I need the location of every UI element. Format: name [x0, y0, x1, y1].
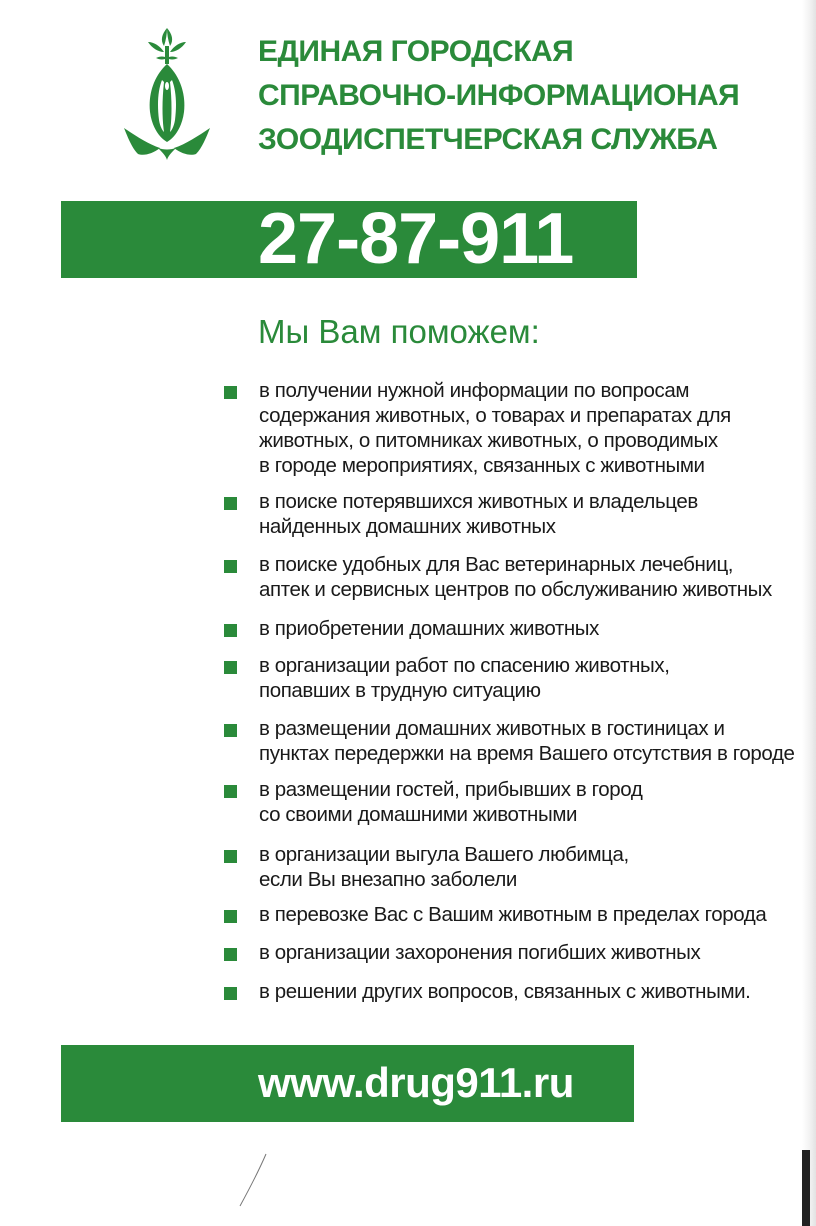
scan-edge [802, 0, 816, 1226]
website-link[interactable]: www.drug911.ru [258, 1059, 574, 1106]
list-item-text [259, 489, 698, 539]
list-item-text [259, 616, 599, 641]
list-item-line: в решении других вопросов, связанных с животными. [259, 980, 751, 1003]
list-item-line: в организации выгула Вашего любимца, [259, 843, 629, 866]
organization-title-line: ЗООДИСПЕТЧЕРСКАЯ СЛУЖБА [258, 123, 718, 156]
list-item-text [259, 979, 750, 1004]
bullet-square-icon [224, 987, 237, 1000]
list-item-line: в размещении гостей, прибывших в город [259, 778, 643, 801]
list-item-text [259, 653, 670, 703]
bullet-square-icon [224, 497, 237, 510]
pen-mark [230, 1150, 270, 1210]
list-item-line: в перевозке Вас с Вашим животным в пределах города [259, 903, 767, 926]
bullet-square-icon [224, 661, 237, 674]
help-heading: Мы Вам поможем: [258, 313, 540, 350]
list-item-line: в организации захоронения погибших животных [259, 941, 701, 964]
bullet-square-icon [224, 724, 237, 737]
list-item-text [259, 378, 731, 478]
list-item-line: аптек и сервисных центров по обслуживанию животных [259, 578, 772, 601]
list-item-line: пунктах передержки на время Вашего отсутствия в городе [259, 742, 795, 765]
organization-title-line: ЕДИНАЯ ГОРОДСКАЯ [258, 35, 574, 68]
list-item-line: в поиске удобных для Вас ветеринарных лечебниц, [259, 553, 734, 576]
bullet-square-icon [224, 910, 237, 923]
list-item-line: в получении нужной информации по вопросам [259, 379, 690, 402]
bullet-square-icon [224, 386, 237, 399]
list-item-line: в размещении домашних животных в гостиницах и [259, 717, 725, 740]
organization-title [258, 30, 739, 162]
list-item-line: если Вы внезапно заболели [259, 868, 517, 891]
sprout-hands-logo-icon [118, 24, 216, 162]
list-item-text [259, 716, 795, 766]
list-item-line: животных, о питомниках животных, о проводимых [259, 429, 718, 452]
list-item-line: найденных домашних животных [259, 515, 556, 538]
bullet-square-icon [224, 850, 237, 863]
list-item-line: попавших в трудную ситуацию [259, 679, 541, 702]
list-item-line: содержания животных, о товарах и препаратах для [259, 404, 731, 427]
list-item-text [259, 902, 766, 927]
list-item-text [259, 777, 642, 827]
organization-title-line: СПРАВОЧНО-ИНФОРМАЦИОНАЯ [258, 79, 740, 112]
list-item-line: в приобретении домашних животных [259, 617, 599, 640]
bullet-square-icon [224, 785, 237, 798]
list-item-text [259, 552, 772, 602]
phone-number: 27-87-911 [258, 199, 574, 279]
list-item-line: со своими домашними животными [259, 803, 578, 826]
bullet-square-icon [224, 560, 237, 573]
list-item-line: в поиске потерявшихся животных и владельцев [259, 490, 698, 513]
list-item-line: в организации работ по спасению животных, [259, 654, 670, 677]
bullet-square-icon [224, 948, 237, 961]
list-item-text [259, 842, 629, 892]
list-item-text [259, 940, 700, 965]
bullet-square-icon [224, 624, 237, 637]
scan-mark [802, 1150, 810, 1226]
list-item-line: в городе мероприятиях, связанных с животными [259, 454, 705, 477]
